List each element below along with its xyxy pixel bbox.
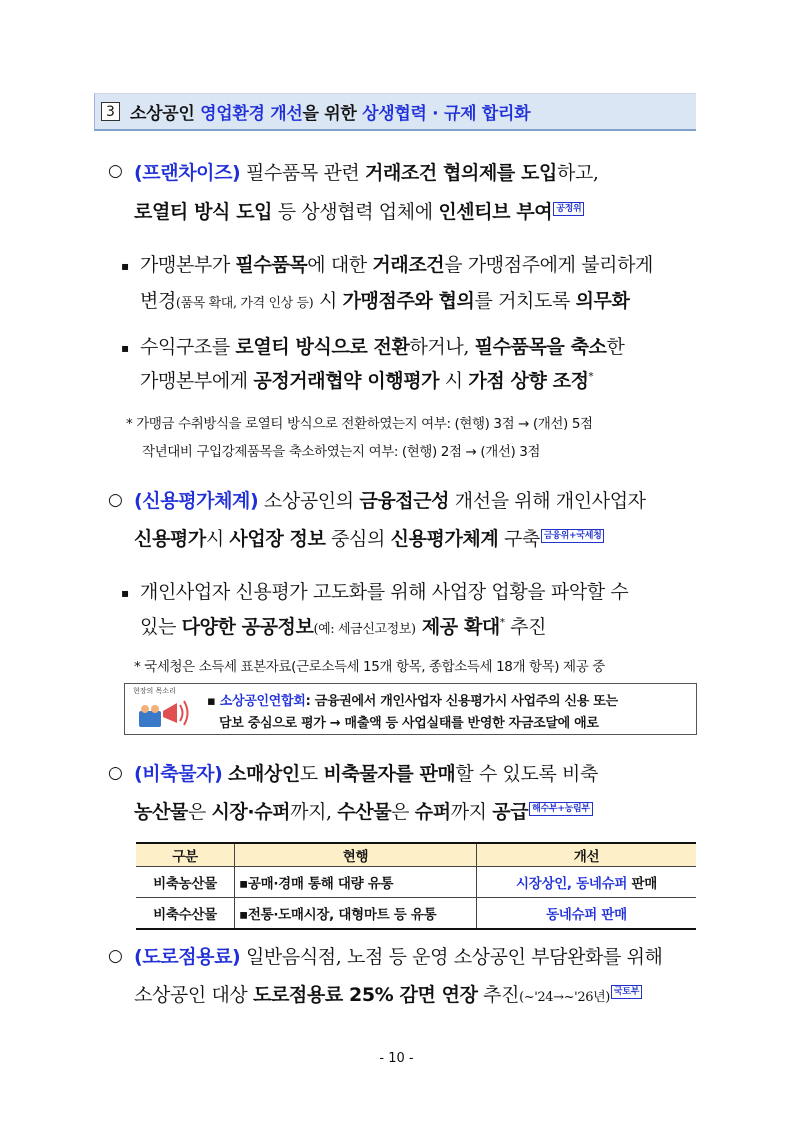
- bullet-circle: ○: [108, 161, 123, 181]
- table-cell: ▪전통·도매시장, 대형마트 등 유통: [235, 898, 477, 930]
- table-cell: 시장상인, 동네슈퍼 판매: [477, 867, 697, 898]
- table-cell: 비축수산물: [136, 898, 235, 930]
- section-title: 소상공인 영업환경 개선을 위한 상생협력 · 규제 합리화: [130, 104, 531, 124]
- credit-note: * 국세청은 소득세 표본자료(근로소득세 15개 항목, 종합소득세 18개 항목) 제공 중: [134, 659, 605, 675]
- franchise-sub2-line-1: 수익구조를 로열티 방식으로 전환하거나, 필수품목을 축소한: [140, 336, 625, 358]
- franchise-sub1-line-1: 가맹본부가 필수품목에 대한 거래조건을 가맹점주에게 불리하게: [140, 254, 654, 276]
- agency-tag: 금융위+국세청: [541, 529, 605, 543]
- field-voice-line-1: ▪ 소상공인연합회: 금융권에서 개인사업자 신용평가시 사업주의 신용 또는: [207, 694, 618, 709]
- table-cell: 동네슈퍼 판매: [477, 898, 697, 930]
- bullet-circle: ○: [108, 490, 123, 510]
- road-line-2: 소상공인 대상 도로점용료 25% 감면 연장 추진(~'24→~'26년) 국토부: [134, 980, 642, 1007]
- bullet-square: ▪: [121, 586, 130, 600]
- stockpile-line-2: 농산물은 시장·슈퍼까지, 수산물은 슈퍼까지 공급 해수부+농림부: [134, 797, 593, 824]
- agency-tag: 국토부: [611, 985, 642, 999]
- section-header: [94, 93, 696, 131]
- table-cell: 비축농산물: [136, 867, 235, 898]
- field-voice-line-2: 담보 중심으로 평가 → 매출액 등 사업실태를 반영한 자금조달에 애로: [219, 716, 599, 731]
- franchise-note-2: 작년대비 구입강제품목을 축소하였는지 여부: (현행) 2점 → (개선) 3점: [142, 444, 541, 460]
- bullet-circle: ○: [108, 946, 123, 966]
- road-line-1: (도로점용료) 일반음식점, 노점 등 운영 소상공인 부담완화를 위해: [134, 946, 663, 968]
- franchise-line-2: 로열티 방식 도입 등 상생협력 업체에 인센티브 부여 공정위: [134, 197, 584, 224]
- section-number: 3: [101, 102, 120, 121]
- table-header-cell: 현행: [235, 843, 477, 867]
- franchise-sub1-line-2: 변경(품목 확대, 가격 인상 등) 시 가맹점주와 협의를 거치도록 의무화: [140, 290, 630, 312]
- franchise-line-1: (프랜차이즈) 필수품목 관련 거래조건 협의제를 도입하고,: [134, 162, 599, 184]
- field-voice-box: [124, 683, 697, 735]
- franchise-sub2-line-2: 가맹본부에게 공정거래협약 이행평가 시 가점 상향 조정*: [140, 370, 594, 392]
- field-voice-label: 현장의 목소리: [133, 687, 176, 695]
- table-cell: ▪공매·경매 통해 대량 유통: [235, 867, 477, 898]
- credit-sub1-line-1: 개인사업자 신용평가 고도화를 위해 사업장 업황을 파악할 수: [140, 581, 629, 603]
- bullet-circle: ○: [108, 763, 123, 783]
- table-header-cell: 구분: [136, 843, 235, 867]
- agency-tag: 해수부+농림부: [529, 802, 593, 816]
- table-header-row: [136, 843, 696, 867]
- page-number: - 10 -: [379, 1051, 414, 1066]
- credit-line-2: 신용평가시 사업장 정보 중심의 신용평가체계 구축 금융위+국세청: [134, 524, 604, 551]
- bullet-square: ▪: [121, 259, 130, 273]
- table-header-cell: 개선: [477, 843, 697, 867]
- table-row: [136, 867, 696, 898]
- credit-sub1-line-2: 있는 다양한 공공정보(예: 세금신고정보) 제공 확대* 추진: [140, 616, 547, 638]
- credit-line-1: (신용평가체계) 소상공인의 금융접근성 개선을 위해 개인사업자: [134, 490, 646, 512]
- bullet-square: ▪: [121, 341, 130, 355]
- franchise-note-1: * 가맹금 수취방식을 로열티 방식으로 전환하였는지 여부: (현행) 3점 → (개선) 5점: [126, 416, 593, 432]
- comparison-table: [136, 842, 696, 930]
- megaphone-icon: [133, 687, 191, 731]
- stockpile-line-1: (비축물자) 소매상인도 비축물자를 판매할 수 있도록 비축: [134, 763, 598, 785]
- table-row: [136, 898, 696, 930]
- agency-tag: 공정위: [553, 202, 584, 216]
